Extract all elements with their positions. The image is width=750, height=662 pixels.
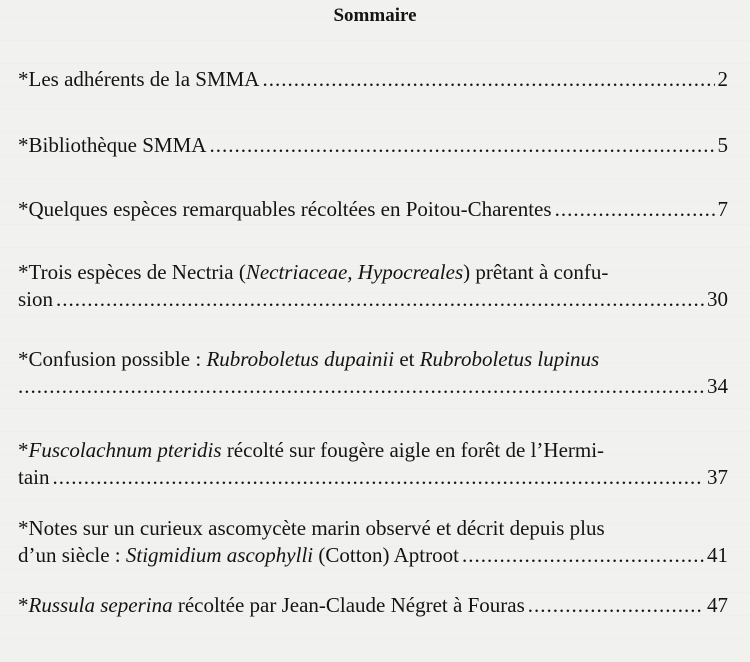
toc-page-number: 5 [717,133,728,157]
toc-entry-title: *Fuscolachnum pteridis récolté sur fougère aigle en forêt de l’Hermi- [18,438,605,462]
toc-entry-title: *Trois espèces de Nectria (Nectriaceae, Hypocreales) prêtant à confu- [18,260,609,284]
toc-entry-title: *Russula seperina récoltée par Jean-Claude Négret à Fouras [18,593,525,617]
toc-page-number: 34 [707,374,728,398]
dot-leader [462,542,704,569]
toc-page-number: 30 [707,287,728,311]
toc-entry-title: *Notes sur un curieux ascomycète marin observé et décrit depuis plus [18,516,605,540]
toc-entry-title-cont: d’un siècle : Stigmidium ascophylli (Cotton) Aptroot [18,543,459,567]
dot-leader [528,592,704,619]
toc-entry-title-cont: tain [18,465,50,489]
dot-leader [56,286,704,313]
dot-leader [53,464,705,491]
toc-entry-title: *Les adhérents de la SMMA [18,67,260,91]
toc-entry [18,515,728,569]
toc-entry [18,259,728,313]
toc-entry-title: *Confusion possible : Rubroboletus dupainii et Rubroboletus lupinus [18,347,600,371]
toc-entry [18,346,728,400]
toc-entry-title: *Quelques espèces remarquables récoltées en Poitou-Charentes [18,197,552,221]
toc-page-number: 47 [707,593,728,617]
dot-leader [555,196,715,223]
toc-entry [18,437,728,491]
toc-entry [18,196,728,223]
dot-leader [209,132,714,159]
page-title: Sommaire [333,5,417,26]
toc-entry-title-cont: sion [18,287,54,311]
toc-entry [18,66,728,93]
toc-entry-title: *Bibliothèque SMMA [18,133,207,157]
toc-page-number: 7 [717,197,728,221]
toc-page-number: 2 [717,67,728,91]
toc-page-number: 37 [707,465,728,489]
dot-leader [18,373,704,400]
toc-entry [18,132,728,159]
toc-entry [18,592,728,619]
dot-leader [262,66,714,93]
toc-page-number: 41 [707,543,728,567]
